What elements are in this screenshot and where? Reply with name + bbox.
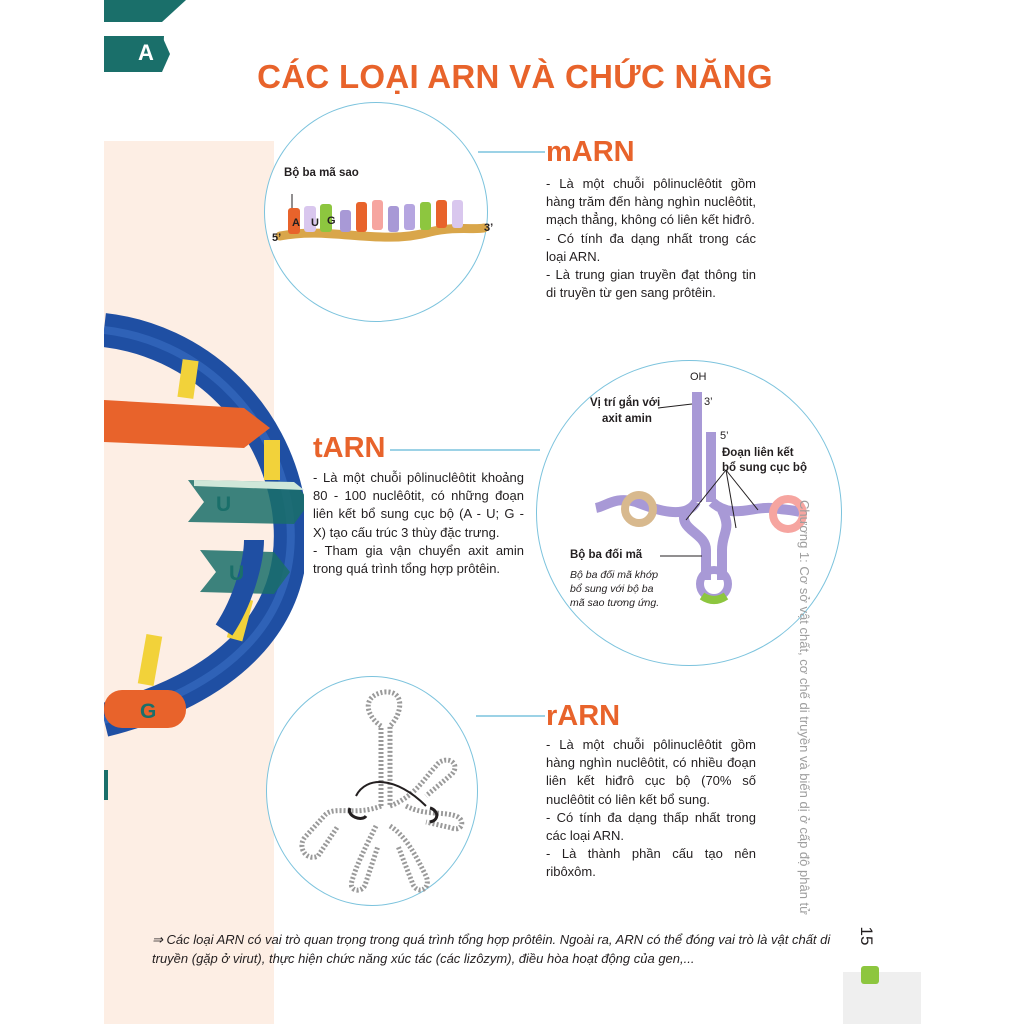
page-number-block <box>854 916 878 956</box>
tarn-line-2: - Tham gia vận chuyển axit amin trong quá trình tổng hợp prôtêin. <box>313 542 524 577</box>
tarn-description <box>313 469 524 578</box>
anticodon-note-3: mã sao tương ứng. <box>570 597 660 609</box>
pairing-label-1: Đoạn liên kết <box>722 447 794 459</box>
anticodon-note-1: Bộ ba đối mã khớp <box>570 569 659 581</box>
marn-line-1: - Là một chuỗi pôlinuclêôtit gồm hàng trăm đến hàng nghìn nuclêôtit, mạch thẳng, không có liên kết hiđrô. <box>546 176 756 228</box>
helix-letter-u-2: U <box>229 562 245 585</box>
page-title: CÁC LOẠI ARN VÀ CHỨC NĂNG <box>257 58 773 95</box>
rarn-title: rARN <box>546 700 621 732</box>
marn-line-3: - Là trung gian truyền đạt thông tin di truyền từ gen sang prôtêin. <box>546 267 756 301</box>
marn-line-2: - Có tính đa dạng nhất trong các loại ARN. <box>546 230 756 264</box>
page-marker <box>861 966 879 984</box>
helix-letter-g: G <box>140 700 157 723</box>
rarn-line-2: - Có tính đa dạng thấp nhất trong các loại ARN. <box>546 809 756 844</box>
aa-site-label-2: axit amin <box>602 413 652 425</box>
rarn-line-3: - Là thành phần cấu tạo nên ribôxôm. <box>546 846 756 880</box>
tarn-line-1: - Là một chuỗi pôlinuclêôtit khoảng 80 - 100 nuclêôtit, có những đoạn liên kết bổ sung cục bộ (A - U; G - X) tạo cấu trúc 3 thùy đặc trưng. <box>313 470 524 540</box>
trna-end-3: 3’ <box>704 396 713 408</box>
pairing-label-2: bổ sung cục bộ <box>722 462 807 474</box>
marn-title: mARN <box>546 136 635 168</box>
anticodon-label: Bộ ba đối mã <box>570 549 643 561</box>
anticodon-note-2: bổ sung với bộ ba <box>570 583 654 595</box>
tarn-cloverleaf-illustration <box>536 360 840 664</box>
trna-end-5: 5’ <box>720 430 729 442</box>
page-number: 15 <box>857 926 876 946</box>
page-corner-box <box>843 972 921 1024</box>
aa-site-label-1: Vị trí gắn với <box>590 397 661 409</box>
rarn-line-1: - Là một chuỗi pôlinuclêôtit gồm hàng nghìn nuclêôtit, có nhiều đoạn liên kết hiđrô cục bộ (70% số nuclêôtit có liên kết bổ sung. <box>546 737 756 807</box>
rarn-structure-illustration <box>266 676 476 904</box>
trna-oh: OH <box>690 371 707 383</box>
marn-end-3: 3’ <box>484 222 494 234</box>
marn-strand-illustration <box>270 180 490 260</box>
base-a: A <box>292 217 300 229</box>
conclusion-text: ⇒ Các loại ARN có vai trò quan trọng trong quá trình tổng hợp prôtêin. Ngoài ra, ARN có thể đóng vai trò là vật chất di truyền (gặp ở virut), thực hiện chức năng xúc tác (các lizôzym), điều hòa hoạt động của gen,... <box>152 932 831 966</box>
chapter-label: Chương 1: Cơ sở vật chất, cơ chế di truyền và biến dị ở cấp độ phân tử <box>797 500 812 915</box>
marn-description <box>546 175 756 302</box>
marn-end-5: 5’ <box>272 232 282 244</box>
helix-letter-u-1: U <box>216 493 232 516</box>
rarn-description <box>546 736 756 882</box>
tarn-title: tARN <box>313 432 386 464</box>
base-g: G <box>327 215 336 227</box>
codon-label: Bộ ba mã sao <box>284 167 359 179</box>
section-letter: A <box>138 40 154 65</box>
base-u: U <box>311 217 319 229</box>
